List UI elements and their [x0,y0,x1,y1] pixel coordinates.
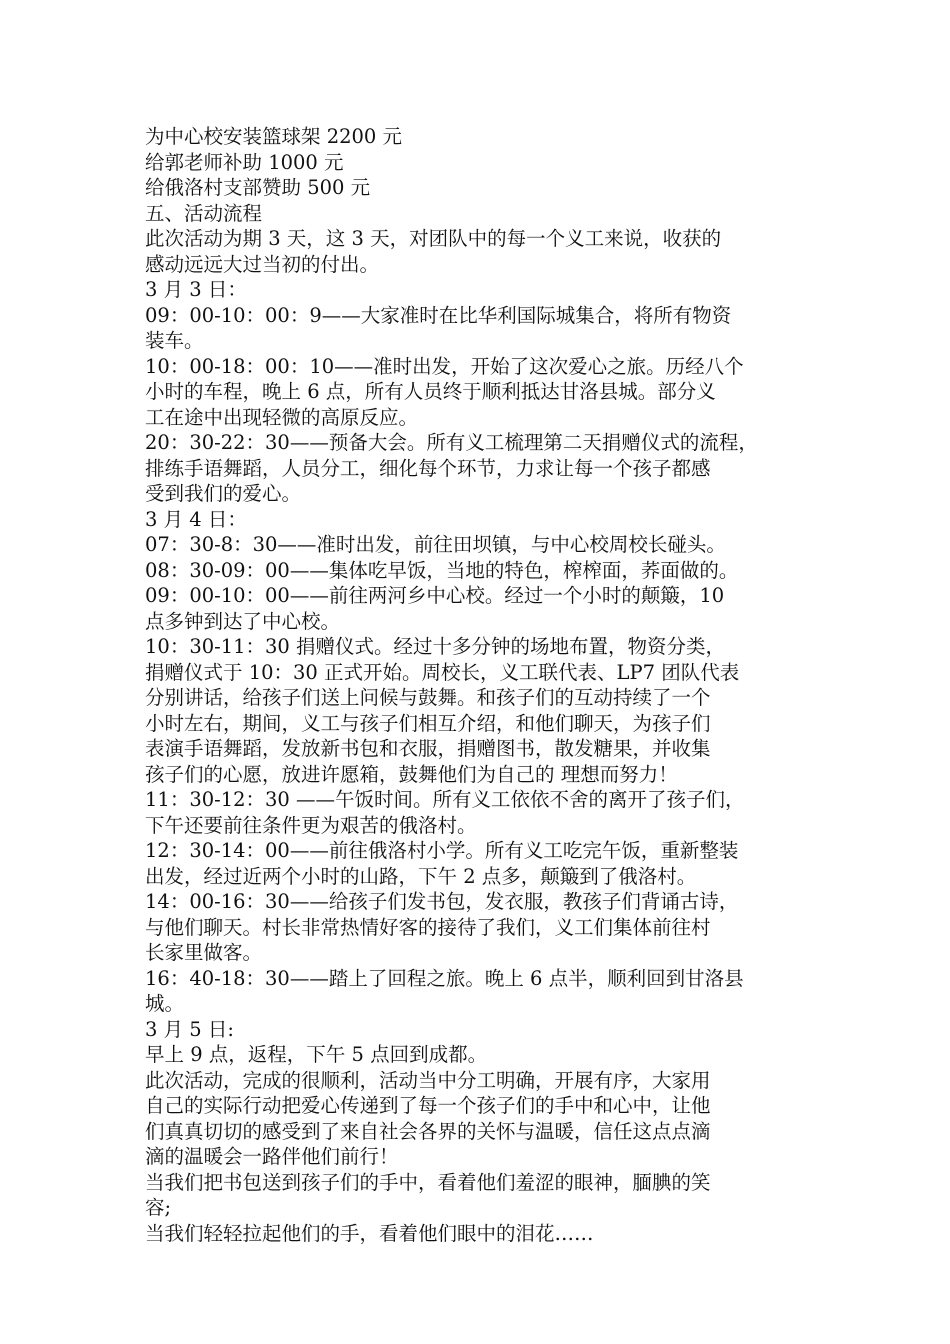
text-line: 城。 [145,992,185,1015]
text-line: 10：30-11：30 捐赠仪式。经过十多分钟的场地布置，物资分类， [145,635,726,658]
text-line: 09：00-10：00：9——大家准时在比华利国际城集合，将所有物资 [145,303,732,327]
text-line: 们真真切切的感受到了来自社会各界的关怀与温暖，信任这点点滴 [145,1119,711,1143]
text-line: 10：00-18：00：10——准时出发，开始了这次爱心之旅。历经八个 [145,354,744,378]
text-line: 当我们把书包送到孩子们的手中，看着他们羞涩的眼神，腼腆的笑 [145,1170,711,1194]
text-line: 排练手语舞蹈，人员分工，细化每个环节，力求让每一个孩子都感 [145,456,711,480]
text-line: 分别讲话，给孩子们送上问候与鼓舞。和孩子们的互动持续了一个 [145,686,711,709]
text-line: 小时的车程，晚上 6 点，所有人员终于顺利抵达甘洛县城。部分义 [145,380,716,403]
text-line: 20：30-22：30——预备大会。所有义工梳理第二天捐赠仪式的流程， [145,431,758,454]
text-line: 给郭老师补助 1000 元 [145,150,344,174]
date-heading: 3 月 3 日： [145,278,247,301]
text-line: 受到我们的爱心。 [145,482,302,505]
text-line: 容; [145,1196,172,1219]
document-body [145,124,817,1246]
text-line: 此次活动为期 3 天，这 3 天，对团队中的每一个义工来说，收获的 [145,227,722,250]
text-line: 给俄洛村支部赞助 500 元 [145,176,371,199]
text-line: 此次活动，完成的很顺利，活动当中分工明确，开展有序，大家用 [145,1068,711,1092]
text-line: 16：40-18：30——踏上了回程之旅。晚上 6 点半，顺利回到甘洛县 [145,966,744,990]
text-line: 长家里做客。 [145,941,263,964]
text-line: 自己的实际行动把爱心传递到了每一个孩子们的手中和心中，让他 [145,1094,711,1117]
text-line: 出发，经过近两个小时的山路，下午 2 点多，颠簸到了俄洛村。 [145,864,697,888]
date-heading: 3 月 4 日： [145,507,247,531]
text-line: 11：30-12：30 ——午饭时间。所有义工依依不舍的离开了孩子们， [145,788,745,811]
text-line: 与他们聊天。村长非常热情好客的接待了我们，义工们集体前往村 [145,915,711,939]
text-line: 12：30-14：00——前往俄洛村小学。所有义工吃完午饭，重新整装 [145,839,739,862]
text-line: 为中心校安装篮球架 2200 元 [145,125,403,148]
text-line: 08：30-09：00——集体吃早饭，当地的特色，榨榨面，荞面做的。 [145,558,739,582]
text-line: 小时左右，期间，义工与孩子们相互介绍，和他们聊天，为孩子们 [145,711,711,735]
text-line: 14：00-16：30——给孩子们发书包，发衣服，教孩子们背诵古诗， [145,890,739,913]
text-line: 早上 9 点，返程，下午 5 点回到成都。 [145,1043,488,1066]
text-line: 感动远远大过当初的付出。 [145,252,380,276]
text-line: 工在途中出现轻微的高原反应。 [145,405,419,429]
text-line: 装车。 [145,329,204,352]
text-line: 下午还要前往条件更为艰苦的俄洛村。 [145,813,477,837]
text-line: 当我们轻轻拉起他们的手，看着他们眼中的泪花…… [145,1221,594,1245]
text-line: 07：30-8：30——准时出发，前往田坝镇，与中心校周校长碰头。 [145,533,726,556]
text-line: 09：00-10：00——前往两河乡中心校。经过一个小时的颠簸，10 [145,584,725,607]
date-heading: 3 月 5 日: [145,1017,234,1041]
text-line: 点多钟到达了中心校。 [145,609,341,633]
section-heading: 五、活动流程 [145,201,263,225]
text-line: 滴的温暖会一路伴他们前行！ [145,1145,399,1168]
text-line: 表演手语舞蹈，发放新书包和衣服，捐赠图书，散发糖果，并收集 [145,737,711,760]
text-line: 捐赠仪式于 10：30 正式开始。周校长，义工联代表、LP7 团队代表 [145,660,740,684]
text-line: 孩子们的心愿，放进许愿箱，鼓舞他们为自己的 理想而努力！ [145,762,678,786]
